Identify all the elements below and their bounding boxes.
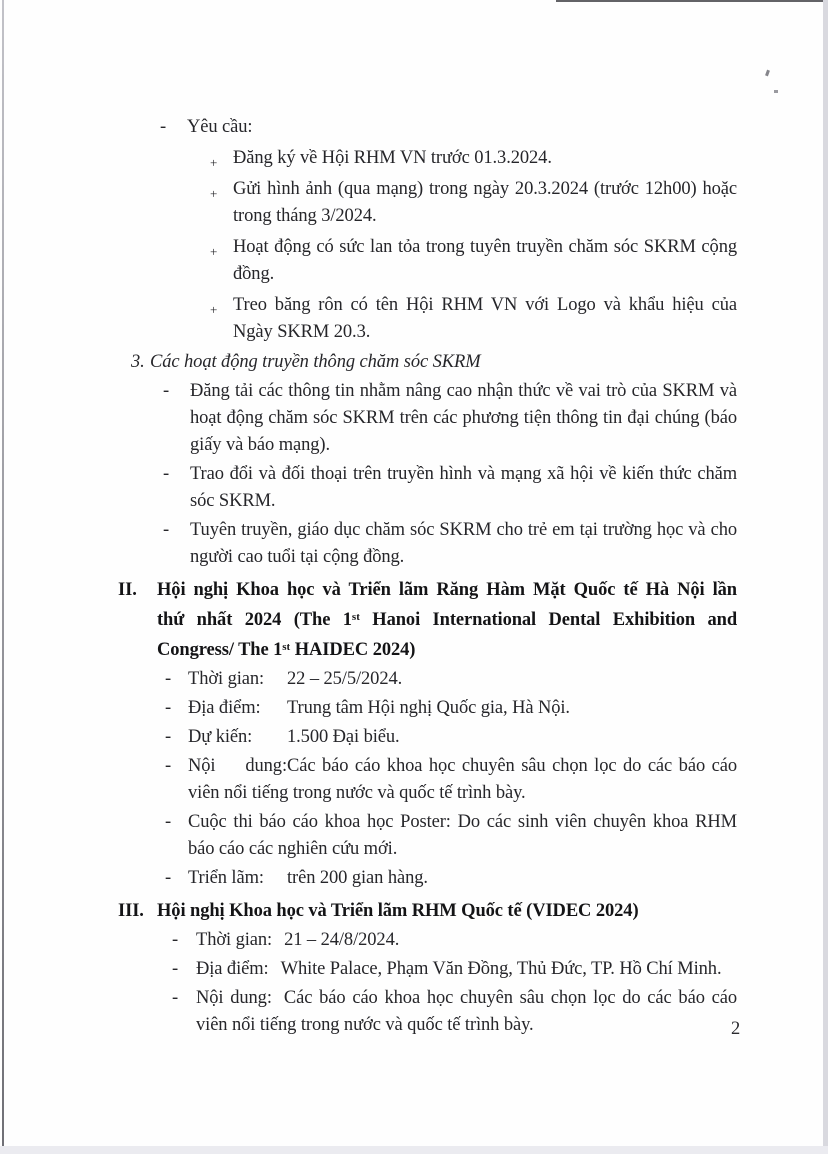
point-dang-tai bbox=[163, 378, 737, 459]
dash-marker: - bbox=[172, 988, 179, 1008]
list-item-yeu-cau bbox=[160, 114, 737, 141]
item-numeral: 3. bbox=[131, 352, 145, 372]
point-line: Trao đổi và đối thoại trên truyền hình và mạng xã hội về kiến thức chăm bbox=[190, 464, 737, 484]
dash-marker: - bbox=[163, 520, 170, 540]
point-trao-doi bbox=[163, 461, 737, 515]
dash-marker: - bbox=[163, 381, 170, 401]
point-line: Tuyên truyền, giáo dục chăm sóc SKRM cho trẻ em tại trường học và cho bbox=[190, 520, 737, 540]
page-number: 2 bbox=[731, 1019, 741, 1039]
detail-line bbox=[188, 865, 737, 892]
detail-thoi-gian bbox=[165, 666, 737, 693]
dash-marker: - bbox=[165, 868, 172, 888]
detail-line bbox=[188, 695, 737, 722]
detail-label: Nội dung: bbox=[188, 756, 287, 776]
heading-text: HAIDEC 2024) bbox=[290, 640, 416, 660]
detail-value: Các báo cáo khoa học chuyên sâu chọn lọc do các báo cáo bbox=[287, 756, 737, 776]
detail-value: White Palace, Phạm Văn Đồng, Thủ Đức, TP. Hồ Chí Minh. bbox=[280, 959, 722, 979]
detail-value: 1.500 Đại biểu. bbox=[287, 727, 400, 747]
bullet-hoat-dong bbox=[210, 234, 737, 288]
heading-line: Hội nghị Khoa học và Triển lãm RHM Quốc tế (VIDEC 2024) bbox=[157, 901, 639, 921]
item-text: Yêu cầu: bbox=[187, 117, 253, 137]
detail-dia-diem bbox=[165, 695, 737, 722]
heading-text: thứ nhất 2024 (The 1 bbox=[157, 610, 352, 630]
section-numeral: II. bbox=[118, 580, 137, 600]
detail-value: 21 – 24/8/2024. bbox=[284, 930, 400, 950]
detail-label: Nội dung: bbox=[196, 988, 272, 1008]
heading-line bbox=[157, 604, 737, 634]
point-line: giấy và báo mạng). bbox=[190, 435, 330, 455]
bullet-dang-ky bbox=[210, 145, 737, 172]
point-line: sóc SKRM. bbox=[190, 491, 276, 511]
detail-label: Thời gian: bbox=[196, 930, 273, 950]
dash-marker: - bbox=[165, 698, 172, 718]
heading-line bbox=[157, 634, 737, 664]
heading-text: Hanoi International Dental Exhibition and bbox=[359, 610, 738, 630]
detail-line bbox=[196, 985, 737, 1012]
detail-trien-lam bbox=[165, 865, 737, 892]
dash-marker: - bbox=[165, 727, 172, 747]
plus-marker: + bbox=[210, 155, 218, 170]
detail-line bbox=[188, 666, 737, 693]
heading-line bbox=[157, 577, 737, 604]
dash-marker: - bbox=[165, 812, 172, 832]
heading-text: Các hoạt động truyền thông chăm sóc SKRM bbox=[150, 352, 481, 372]
point-line: hoạt động chăm sóc SKRM trên các phương tiện thông tin đại chúng (báo bbox=[190, 408, 737, 428]
heading-text: Congress/ The 1 bbox=[157, 640, 283, 660]
detail-value: 22 – 25/5/2024. bbox=[287, 669, 403, 689]
detail-value: Các báo cáo khoa học chuyên sâu chọn lọc do các báo cáo bbox=[283, 988, 738, 1008]
section-heading-2 bbox=[118, 577, 738, 664]
detail-value: Trung tâm Hội nghị Quốc gia, Hà Nội. bbox=[287, 698, 570, 718]
section-numeral: III. bbox=[118, 901, 144, 921]
dash-marker: - bbox=[160, 117, 167, 137]
detail-value: trên 200 gian hàng. bbox=[287, 868, 428, 888]
detail-du-kien bbox=[165, 724, 737, 751]
plus-marker: + bbox=[210, 302, 218, 317]
detail-thoi-gian-3 bbox=[172, 927, 737, 954]
detail-line bbox=[188, 753, 737, 780]
dash-marker: - bbox=[172, 930, 179, 950]
bullet-line: trong tháng 3/2024. bbox=[233, 206, 377, 226]
plus-marker: + bbox=[210, 244, 218, 259]
dash-marker: - bbox=[172, 959, 179, 979]
bullet-gui-hinh-anh bbox=[210, 176, 737, 230]
bullet-line: Gửi hình ảnh (qua mạng) trong ngày 20.3.2024 (trước 12h00) hoặc bbox=[233, 179, 737, 199]
numbered-heading-3 bbox=[131, 349, 737, 376]
detail-label: Địa điểm: bbox=[196, 959, 269, 979]
bullet-line: Hoạt động có sức lan tỏa trong tuyên truyền chăm sóc SKRM cộng bbox=[233, 237, 737, 257]
detail-label: Địa điểm: bbox=[188, 698, 261, 718]
point-line: Đăng tải các thông tin nhằm nâng cao nhận thức về vai trò của SKRM và bbox=[190, 381, 737, 401]
bullet-treo-bang-ron bbox=[210, 292, 737, 346]
scan-edge-bottom-artifact bbox=[0, 1146, 828, 1154]
dash-marker: - bbox=[165, 756, 172, 776]
detail-line: báo cáo các nghiên cứu mới. bbox=[188, 839, 398, 859]
ordinal-superscript: st bbox=[351, 611, 360, 623]
bullet-line: Ngày SKRM 20.3. bbox=[233, 322, 371, 342]
point-line: người cao tuổi tại cộng đồng. bbox=[190, 547, 405, 567]
section-heading-3 bbox=[118, 898, 737, 925]
ordinal-superscript: st bbox=[282, 641, 291, 653]
bullet-line: đồng. bbox=[233, 264, 275, 284]
bullet-line: Đăng ký về Hội RHM VN trước 01.3.2024. bbox=[233, 148, 552, 168]
dash-marker: - bbox=[165, 669, 172, 689]
detail-cuoc-thi bbox=[165, 809, 737, 863]
detail-line: viên nổi tiếng trong nước và quốc tế trình bày. bbox=[196, 1015, 534, 1035]
detail-dia-diem-3 bbox=[172, 956, 737, 983]
detail-noi-dung-3 bbox=[172, 985, 738, 1039]
detail-label: Thời gian: bbox=[188, 669, 265, 689]
dash-marker: - bbox=[163, 464, 170, 484]
detail-line bbox=[196, 927, 737, 954]
detail-label: Triển lãm: bbox=[188, 868, 264, 888]
detail-line: Cuộc thi báo cáo khoa học Poster: Do các sinh viên chuyên khoa RHM bbox=[188, 812, 737, 832]
detail-line bbox=[188, 724, 737, 751]
point-tuyen-truyen bbox=[163, 517, 737, 571]
detail-label: Dự kiến: bbox=[188, 727, 253, 747]
bullet-line: Treo băng rôn có tên Hội RHM VN với Logo và khẩu hiệu của bbox=[233, 295, 737, 315]
heading-text: Hội nghị Khoa học và Triển lãm Răng Hàm Mặt Quốc tế Hà Nội lần bbox=[157, 580, 737, 600]
detail-line: viên nổi tiếng trong nước và quốc tế trình bày. bbox=[188, 783, 526, 803]
plus-marker: + bbox=[210, 186, 218, 201]
detail-noi-dung bbox=[165, 753, 737, 807]
detail-line bbox=[196, 956, 737, 983]
